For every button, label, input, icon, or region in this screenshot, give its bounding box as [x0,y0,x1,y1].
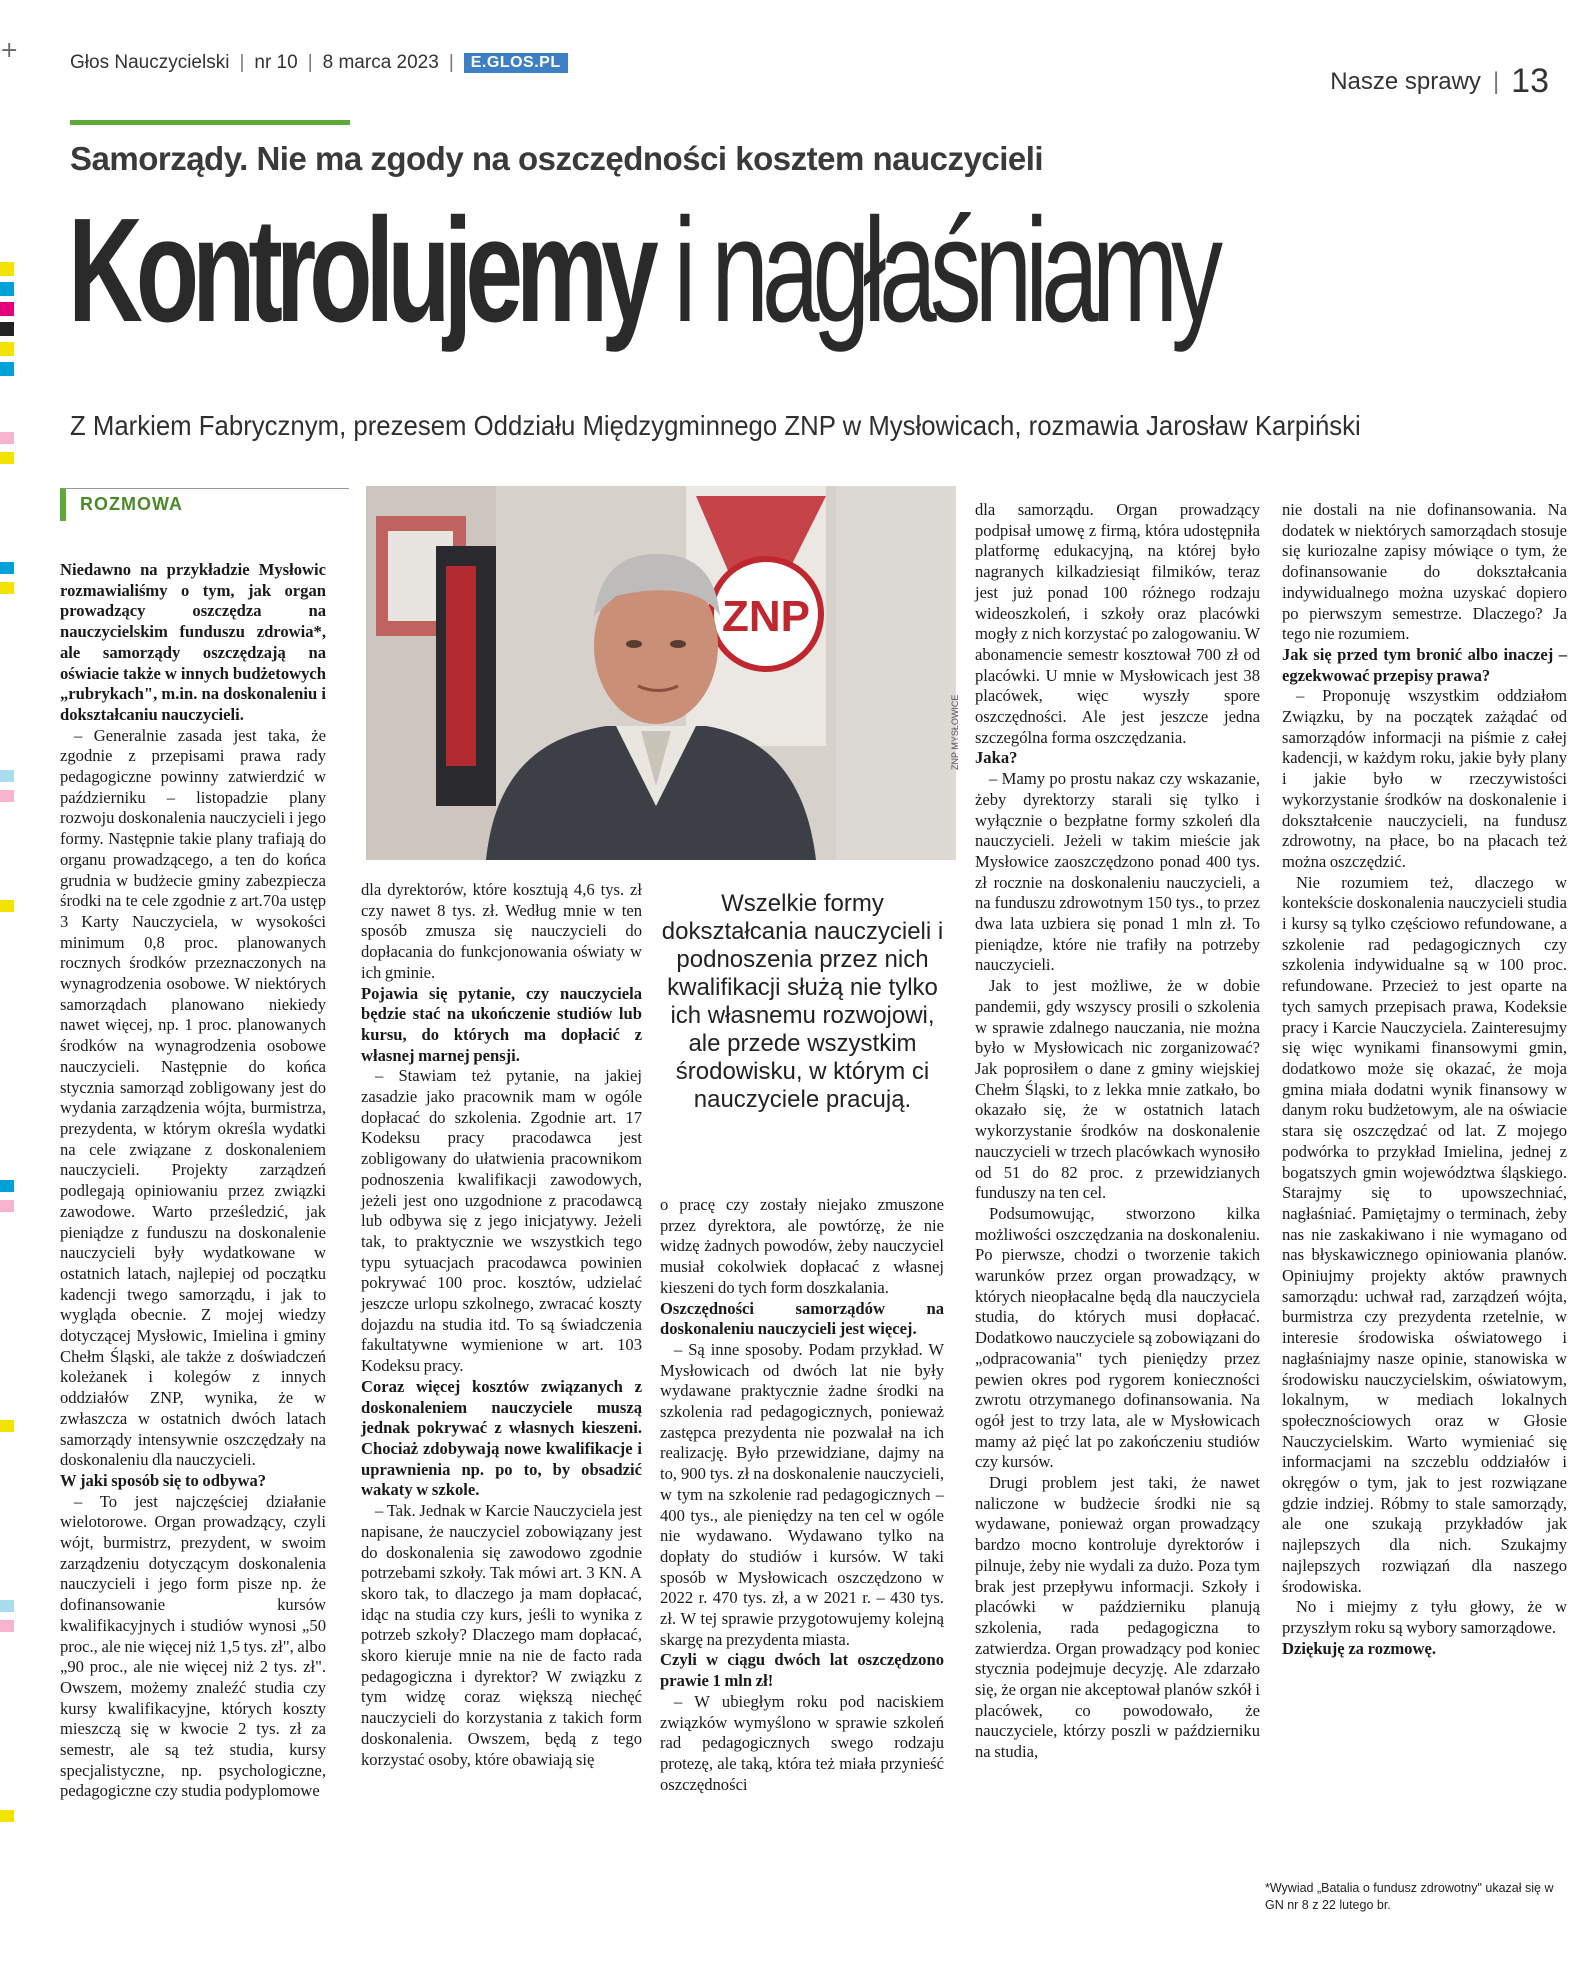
answer-paragraph: nie dostali na nie dofinansowania. Na dodatek w niektórych samorządach stosuje się kuriozalne zapisy mówiące o tym, że dofinansowanie do dokształcania indywidualnego można uzyskać dopiero po pierwszym semestrze. Dlaczego? Ja tego nie rozumiem. [1282,500,1567,644]
answer-paragraph: o pracę czy zostały niejako zmuszone przez dyrektora, ale powtórzę, że nie widzę żadnych powodów, żeby nauczyciel musiał cokolwiek dopłacać z własnej kieszeni do tych form doszkalania. [660,1195,944,1297]
registration-mark [0,582,14,594]
answer-paragraph: Drugi problem jest taki, że nawet naliczone w budżecie środki nie są wydawane, ponieważ organ prowadzący bardzo mocno kontroluje dyrektorów i pilnuje, żeby nie wydali za dużo. Poza tym brak jest przepływu informacji. Szkoły i placówki w październiku planują szkolenia, rada pedagogiczna to zatwierdza. Organ prowadzący pod koniec stycznia podejmuje decyzję. Ale zdarzało się, że organ nie akceptował planów szkół i placówek, co powodowało, że nauczyciele, którzy poszli w październiku na studia, [975,1473,1260,1762]
registration-mark [0,362,14,376]
question: Oszczędności samorządów na doskonaleniu nauczycieli jest więcej. [660,1298,944,1339]
separator: | [448,52,454,73]
headline-bold: Kontrolujemy [68,188,652,353]
issue-date: 8 marca 2023 [322,52,439,73]
znp-sign: ZNP [722,592,810,641]
registration-mark [0,1810,14,1822]
pull-quote: Wszelkie formy dokształcania nauczycieli i podnoszenia przez nich kwalifikacji służą nie tylko ich własnemu rozwojowi, ale przede wszystkim środowisku, w którym ci nauczyciele pracują. [661,890,944,1113]
separator: | [239,52,245,73]
question: Pojawia się pytanie, czy nauczyciela będzie stać na ukończenie studiów lub kursu, do których ma dopłacić z własnej marnej pensji. [361,983,642,1065]
closing-line: Dziękuję za rozmowę. [1282,1638,1436,1658]
registration-mark [0,1620,14,1632]
answer-paragraph: – Tak. Jednak w Karcie Nauczyciela jest napisane, że nauczyciel zobowiązany jest do doskonalenia się zawodowo zgodnie potrzebami szkoły. Tak mówi art. 3 KN. A skoro tak, to dlaczego ja mam dopłacać, idąc na studia czy kurs, jeśli to wynika z potrzeb szkoły? Dlaczego mam dopłacać, skoro kieruje mnie na nie de facto rada pedagogiczna i dyrektor? W związku z tym widzę coraz większą niechęć nauczycieli do korzystania z takich form doskonalenia. Owszem, będą z tego korzystać osoby, które obawiają się [361,1501,642,1769]
registration-mark [0,262,14,276]
answer-paragraph: No i miejmy z tyłu głowy, że w przyszłym roku są wybory samorządowe. [1282,1597,1567,1637]
question: Coraz więcej kosztów związanych z doskonaleniem nauczyciele muszą jednak pokrywać z własnych kieszeni. Chociaż zdobywają nowe kwalifikacje i uprawnienia np. po to, by obsadzić wakaty w szkole. [361,1376,642,1500]
masthead [70,52,568,74]
answer-paragraph: – Są inne sposoby. Podam przykład. W Mysłowicach od dwóch lat nie były wydawane praktycznie żadne środki na szkolenia rad pedagogicznych, ponieważ zastępca prezydenta nie pozwalał na ich realizację. Było przewidziane, dajmy na to, 900 tys. zł na doskonalenie nauczycieli, w tym na szkolenie rad pedagogicznych – 400 tys., ale pieniędzy na ten cel w ogóle nie wydawano. Wydawano tylko na dopłaty do studiów i kursów. W taki sposób w Mysłowicach oszczędzono w 2022 r. 470 tys. zł, a w 2021 r. – 430 tys. zł. W tej sprawie przygotowujemy kolejną skargę na prezydenta miasta. [660,1339,944,1649]
registration-mark [0,562,14,574]
photo-credit: ZNP MYSŁOWICE [950,694,960,770]
article-column-1 [60,560,326,1802]
registration-mark [0,900,14,912]
answer-paragraph: – Stawiam też pytanie, na jakiej zasadzie jako pracownik mam w ogóle dopłacać do szkolenia. Zgodnie art. 17 Kodeksu pracy pracodawca jest zobligowany do ułatwienia pracownikom podnoszenia kwalifikacji zawodowych, jeżeli jest ono uzgodnione z pracodawcą lub odbywa się z jego inicjatywy. Jeżeli tak, to praktycznie we wszystkich tego typu sytuacjach pracodawca powinien pokrywać 100 proc. kosztów, udzielać jeszcze urlopu szkolnego, zwracać koszty dojazdu na studia itd. To są świadczenia fakultatywne wymienione w art. 103 Kodeksu pracy. [361,1066,642,1376]
registration-mark [0,1200,14,1212]
headline-light: i nagłaśniamy [673,188,1216,353]
separator: | [1492,67,1500,95]
crop-mark: + [0,38,19,63]
registration-mark [0,790,14,802]
article-column-5 [1282,500,1567,1659]
answer-paragraph: – Mamy po prostu nakaz czy wskazanie, żeby dyrektorzy starali się tylko i wyłącznie o bezpłatne formy szkoleń dla nauczycieli. Jeżeli w takim mieście jak Mysłowice zaoszczędzono ponad 400 tys. zł rocznie na doskonaleniu nauczycieli, a na funduszu zdrowotnym 150 tys., to przez dwa lata uzbiera się ponad 1 mln zł. To pieniądze, które nie trafiły na potrzeby nauczycieli. [975,769,1260,975]
site-link[interactable]: E.GLOS.PL [464,53,568,73]
answer-paragraph: dla samorządu. Organ prowadzący podpisał umowę z firmą, która udostępniła platformę edukacyjną, na której było nagranych kilkadziesiąt filmików, teraz jest już ponad 100 różnego rodzaju wideoszkoleń, i szkoły oraz placówki mogły z nich korzystać po zalogowaniu. W abonamencie semestr kosztował 700 zł od placówki. U mnie w Mysłowicach jest 38 placówek, więc wyszły spore oszczędności. Ale jest jeszcze jedna szczególna forma oszczędzania. [975,500,1260,747]
answer-paragraph: – W ubiegłym roku pod naciskiem związków wymyślono w sprawie szkoleń rad pedagogicznych swego rodzaju protezę, ale taką, która też miała przynieść oszczędności [660,1691,944,1794]
page-number: 13 [1511,62,1549,100]
article-column-2 [361,880,642,1770]
section-header [1330,62,1549,101]
article-headline [68,182,1216,360]
registration-mark [0,1420,14,1432]
registration-mark [0,302,14,316]
registration-mark [0,322,14,336]
registration-mark [0,342,14,356]
accent-bar [70,120,350,125]
article-column-4 [975,500,1260,1763]
question: Jak się przed tym bronić albo inaczej – egzekwować przepisy prawa? [1282,644,1567,685]
separator: | [307,52,313,73]
answer-paragraph: – Proponuję wszystkim oddziałom Związku, by na początek zażądać od samorządów informacji na piśmie z całej kadencji, w każdym roku, jakie były plany i jakie było w rzeczywistości wykorzystanie środków na doskonalenie i dokształcenie nauczycieli, na fundusz zdrowotny, na płace, bo na płacach też można oszczędzić. [1282,686,1567,871]
registration-mark [0,1180,14,1192]
question: Czyli w ciągu dwóch lat oszczędzono prawie 1 mln zł! [660,1650,944,1691]
interview-photo [366,486,956,860]
section-name: Nasze sprawy [1330,67,1481,95]
registration-mark [0,432,14,444]
registration-mark [0,452,14,464]
answer-paragraph: – To jest najczęściej działanie wielotorowe. Organ prowadzący, czyli wójt, burmistrz, prezydent, w swoim zarządzeniu dotyczącym doskonalenia nauczycieli i jego form pisze np. że dofinansowanie kursów kwalifikacyjnych i studiów wynosi „50 proc., ale nie więcej niż 1,5 tys. zł", albo „90 proc., ale nie więcej niż 2 tys. zł". Owszem, możemy znaleźć studia czy kursy kwalifikacyjne, których koszty mieszczą się w kwocie 2 tys. zł za semestr, ale są też studia, kursy specjalistyczne, np. psychologiczne, pedagogiczne czy studia podyplomowe [60,1491,326,1801]
registration-mark [0,770,14,782]
issue-number: nr 10 [254,52,298,73]
publication-name: Głos Nauczycielski [70,52,230,73]
footnote: *Wywiad „Batalia o fundusz zdrowotny" ukazał się w GN nr 8 z 22 lutego br. [1265,1881,1554,1912]
answer-paragraph: Nie rozumiem też, dlaczego w kontekście doskonalenia nauczycieli studia i kursy są tylko częściowo refundowane, a szkolenie rad pedagogicznych czy szkolenia indywidualne są w 100 proc. refundowane. Przecież to jest oparte na tych samych przepisach prawa, Kodeksie pracy i Karcie Nauczyciela. Zainteresujmy się więc wynikami finansowymi gmin, dodatkowo może się okazać, że moja gmina miała dodatni wynik finansowy w danym roku budżetowym, ale na oświacie stara się oszczędzać od lat. Z mojego podwórka to przykład Imielina, jednej z bogatszych gmin województwa śląskiego. Starajmy się to upowszechniać, nagłaśniać. Pamiętajmy o terminach, żeby nas nie zaskakiwano i nie wymagano od nas błyskawicznego opiniowania planów. Opiniujmy projekty aktów prawnych samorządu: uchwał rad, zarządzeń wójta, burmistrza czy prezydenta rzetelnie, w interesie środowiska oświatowego i nagłaśniajmy nasze opinie, stanowiska w środowisku nauczycielskim, oświatowym, lokalnym, w mediach lokalnych społecznościowych oraz w Głosie Nauczycielskim. Warto wymieniać się informacjami na szczeblu oddziałów i okręgów o tym, jak to jest rozwiązane gdzie indziej. Róbmy to stale samorządy, ale one szukają przykładów jak najlepszych dla nich. Szukajmy najlepszych rozwiązań dla naszego środowiska. [1282,872,1567,1596]
lead-paragraph: Niedawno na przykładzie Mysłowic rozmawialiśmy o tym, jak organ prowadzący oszczędza na nauczycielskim funduszu zdrowia*, ale samorządy oszczędzają na oświacie także w innych budżetowych „rubrykach", m.in. na doskonaleniu i dokształcaniu nauczycieli. [60,560,326,724]
answer-paragraph: Jak to jest możliwe, że w dobie pandemii, gdy wszyscy prosili o szkolenia w sprawie zdalnego nauczania, nie można było w Mysłowicach nic zorganizować? Jak poprosiłem o dane z gminy wiejskiej Chełm Śląski, to z lekka mnie zatkało, bo okazało się, że w ostatnich latach wykorzystanie środków na doskonalenie nauczycieli w trzech placówkach wynosiło od 51 do 82 proc. z przewidzianych funduszy na ten cel. [975,976,1260,1203]
rubric-label: ROZMOWA [80,494,183,514]
answer-paragraph: dla dyrektorów, które kosztują 4,6 tys. zł czy nawet 8 tys. zł. Według mnie w ten sposób zmusza się nauczycieli do dopłacania do funkcjonowania oświaty w ich gminie. [361,880,642,982]
article-deck: Z Markiem Fabrycznym, prezesem Oddziału Międzygminnego ZNP w Mysłowicach, rozmawia Jarosław Karpiński [70,410,1361,441]
question: W jaki sposób się to odbywa? [60,1470,267,1490]
photo-illustration [366,486,956,860]
question: Jaka? [975,748,1018,768]
answer-paragraph: Podsumowując, stworzono kilka możliwości oszczędzania na doskonaleniu. Po pierwsze, chodzi o tworzenie takich warunków przez organ prowadzący, w których nieopłacalne będą dla nauczyciela studia, do których musi dopłacać. Dodatkowo nauczyciele są zobowiązani do „odpracowania" tych pieniędzy przez pewien okres pod rygorem konieczności zwrotu otrzymanego dofinansowania. Na ogół jest to trzy lata, ale w Mysłowicach mamy aż pięć lat po zakończeniu studiów czy kursów. [975,1203,1260,1472]
registration-mark [0,1600,14,1612]
article-kicker: Samorządy. Nie ma zgody na oszczędności kosztem nauczycieli [70,140,1044,177]
registration-mark [0,282,14,296]
answer-paragraph: – Generalnie zasada jest taka, że zgodnie z przepisami prawa rady pedagogiczne powinny zatwierdzić w październiku – listopadzie plany rozwoju doskonalenia nauczycieli i jego formy. Następnie takie plany trafiają do organu prowadzącego, a ten do końca grudnia w budżecie gminy zabezpiecza środki na te cele zgodnie z art.70a ustęp 3 Karty Nauczyciela, w wysokości minimum 0,8 proc. planowanych rocznych środków przeznaczonych na wynagrodzenia osobowe. W niektórych samorządach planowano niekiedy nawet więcej, np. 1 proc. planowanych środków na wynagrodzenia osobowe nauczycieli. Następnie do końca stycznia samorząd zobligowany jest do wydania zarządzenia wójta, burmistrza, prezydenta, w którym określa wydatki na cele związane z doskonaleniem nauczycieli. Projekty zarządzeń podlegają opiniowaniu przez związki zawodowe. Warto prześledzić, jak pieniądze z funduszu na doskonalenie nauczycieli były wydatkowane w ostatnich latach, najlepiej od początku kadencji twego samorządu, i jak to wygląda obecnie. Z mojej wiedzy dotyczącej Mysłowic, Imielina i gminy Chełm Śląski, ale także z doświadczeń koleżanek i kolegów z innych oddziałów ZNP, wynika, że w zwłaszcza w ostatnich dwóch latach samorządy intensywnie oszczędzały na doskonaleniu dla nauczycieli. [60,725,326,1470]
article-column-3 [660,1195,944,1795]
